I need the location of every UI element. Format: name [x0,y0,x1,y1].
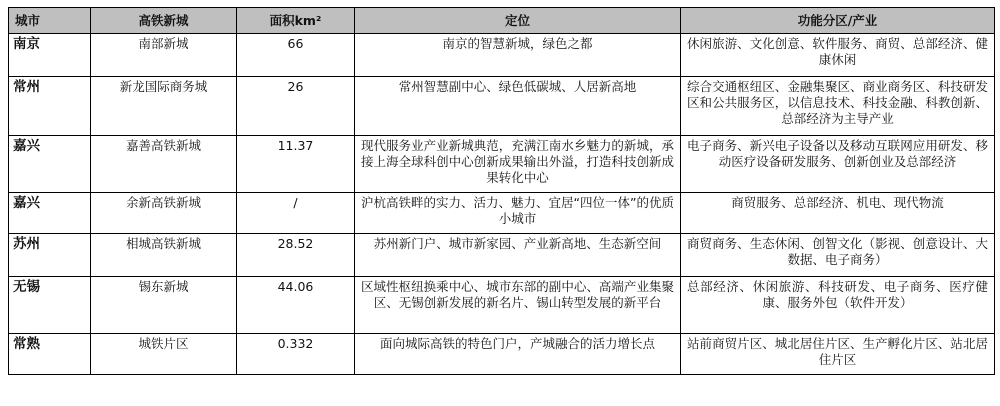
cell-area: 44.06 [237,277,355,334]
cell-function: 电子商务、新兴电子设备以及移动互联网应用研发、移动医疗设备研发服务、创新创业及总部经济 [681,136,995,193]
header-function: 功能分区/产业 [681,8,995,34]
cell-city: 常熟 [9,334,91,375]
cell-position: 区域性枢纽换乘中心、城市东部的副中心、高端产业集聚区、无锡创新发展的新名片、锡山转型发展的新平台 [355,277,681,334]
cell-function: 综合交通枢纽区、金融集聚区、商业商务区、科技研发区和公共服务区，以信息技术、科技金融、科教创新、总部经济为主导产业 [681,77,995,136]
cell-function: 总部经济、休闲旅游、科技研发、电子商务、医疗健康、服务外包（软件开发） [681,277,995,334]
cell-city: 嘉兴 [9,193,91,234]
cell-position: 现代服务业产业新城典范，充满江南水乡魅力的新城，承接上海全球科创中心创新成果输出外溢，打造科技创新成果转化中心 [355,136,681,193]
cell-function: 休闲旅游、文化创意、软件服务、商贸、总部经济、健康休闲 [681,34,995,77]
cell-city: 无锡 [9,277,91,334]
hsr-new-city-table [8,7,995,375]
table-container [8,7,994,375]
cell-city: 南京 [9,34,91,77]
header-new-city: 高铁新城 [91,8,237,34]
cell-new-city: 南部新城 [91,34,237,77]
cell-area: / [237,193,355,234]
cell-area: 28.52 [237,234,355,277]
cell-area: 66 [237,34,355,77]
table-row [9,34,995,77]
table-row [9,193,995,234]
cell-new-city: 新龙国际商务城 [91,77,237,136]
cell-function: 商贸商务、生态休闲、创智文化（影视、创意设计、大数据、电子商务） [681,234,995,277]
cell-function: 站前商贸片区、城北居住片区、生产孵化片区、站北居住片区 [681,334,995,375]
cell-new-city: 嘉善高铁新城 [91,136,237,193]
cell-new-city: 相城高铁新城 [91,234,237,277]
cell-city: 苏州 [9,234,91,277]
cell-area: 11.37 [237,136,355,193]
cell-city: 常州 [9,77,91,136]
cell-area: 0.332 [237,334,355,375]
cell-city: 嘉兴 [9,136,91,193]
header-position: 定位 [355,8,681,34]
table-row [9,234,995,277]
table-row [9,334,995,375]
table-row [9,277,995,334]
cell-position: 常州智慧副中心、绿色低碳城、人居新高地 [355,77,681,136]
cell-new-city: 余新高铁新城 [91,193,237,234]
header-area: 面积km² [237,8,355,34]
cell-position: 南京的智慧新城，绿色之都 [355,34,681,77]
cell-position: 苏州新门户、城市新家园、产业新高地、生态新空间 [355,234,681,277]
table-header-row [9,8,995,34]
cell-function: 商贸服务、总部经济、机电、现代物流 [681,193,995,234]
cell-position: 面向城际高铁的特色门户，产城融合的活力增长点 [355,334,681,375]
cell-new-city: 锡东新城 [91,277,237,334]
header-city: 城市 [9,8,91,34]
cell-area: 26 [237,77,355,136]
table-row [9,136,995,193]
cell-new-city: 城铁片区 [91,334,237,375]
table-row [9,77,995,136]
cell-position: 沪杭高铁畔的实力、活力、魅力、宜居“四位一体”的优质小城市 [355,193,681,234]
